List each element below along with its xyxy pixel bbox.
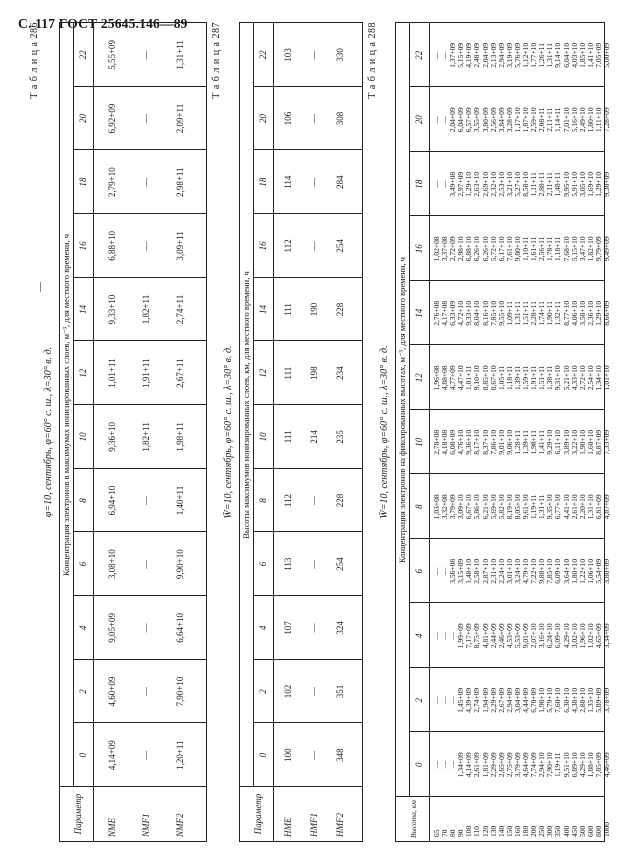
t287-cell: — <box>309 687 319 697</box>
table-288-label: Т а б л и ц а 288 <box>367 22 378 99</box>
t286-cell: 9,05+09 <box>107 612 117 643</box>
t287-cell: 284 <box>335 175 345 189</box>
t287-hour-header: 18 <box>258 177 268 187</box>
t286-col-divider <box>73 404 207 405</box>
t286-hour-header: 6 <box>78 561 88 567</box>
t288-hour-header: 12 <box>414 373 424 383</box>
t287-cell: 111 <box>283 430 293 444</box>
t286-hour-header: 14 <box>78 305 88 315</box>
t286-cell: 6,92+09 <box>107 103 117 134</box>
t288-hour-header: 2 <box>414 698 424 703</box>
t288-hour-header: 14 <box>414 308 424 318</box>
t286-hour-header: 0 <box>78 752 88 758</box>
t287-hour-header: 14 <box>258 305 268 315</box>
t287-col-divider <box>253 468 363 469</box>
table-286-subcaption: Концентрация электронов в максимумах ионизированных слоев, м⁻³, для местного времени, ч <box>61 233 71 577</box>
t287-cell: — <box>309 750 319 760</box>
t287-cell: 111 <box>283 366 293 380</box>
t286-hour-header: 4 <box>78 625 88 631</box>
t288-data-column: — — — 1,99+09 7,17+09 8,75+09 4,81+09 2,44+09 2,46+09 4,53+09 5,53+09 9,01+09 2,07+10 3,16+10 6,24+10 6,09+10 4,29+10 3,02+10 1,96+10 1,02+10 4,65+09 3,34+09 <box>432 623 611 649</box>
t286-col-divider <box>73 531 207 532</box>
t287-hour-header: 6 <box>258 561 268 567</box>
t287-cell: 228 <box>335 493 345 508</box>
table-287-subcaption: Высоты максимумов ионизированных слоев, км, для местного времени, ч <box>241 271 251 539</box>
table-287-grid <box>239 22 363 842</box>
t287-hour-header: 8 <box>258 498 268 503</box>
t286-col-divider <box>73 340 207 341</box>
t287-row-label: HMF1 <box>309 813 319 837</box>
t287-hour-header: 2 <box>258 689 268 694</box>
t286-col-divider <box>73 86 207 87</box>
t286-cell: 1,20+11 <box>175 740 185 770</box>
t287-col-divider <box>253 213 363 214</box>
t286-cell: — <box>141 50 151 60</box>
t287-cell: — <box>309 241 319 251</box>
t286-cell: 2,98+11 <box>175 167 185 197</box>
t287-hour-header: 22 <box>258 50 268 60</box>
t286-cell: 1,31+11 <box>175 40 185 70</box>
t287-row-label: HME <box>283 817 293 837</box>
t288-data-column: 1,03+08 3,32+08 3,79+09 3,09+10 6,67+10 5,86+10 6,21+10 5,69+10 5,82+10 8,19+10 8,05+10 9,61+10 1,19+11 1,31+11 9,35+10 6,77+10 4,41+10 2,61+10 2,20+10 1,31+10 6,81+09 4,87+09 <box>432 494 611 520</box>
t286-col-divider <box>73 468 207 469</box>
table-288-altitude-header: Высота, км <box>409 800 418 838</box>
page-mark: — <box>35 282 46 292</box>
t286-cell: 4,14+09 <box>107 740 117 771</box>
t287-cell: — <box>309 496 319 506</box>
t287-cell: — <box>309 114 319 124</box>
table-287-label: Т а б л и ц а 287 <box>211 22 222 99</box>
t286-cell: 6,88+10 <box>107 230 117 261</box>
t288-hour-header: 0 <box>414 762 424 767</box>
t287-cell: 113 <box>283 557 293 571</box>
table-287-caption: W̄=10, сентябрь, φ=60° с. ш., λ=30° в. д. <box>223 345 234 519</box>
t287-cell: 112 <box>283 493 293 508</box>
t286-cell: 1,91+11 <box>141 358 151 388</box>
t286-cell: 9,90+10 <box>175 549 185 580</box>
t287-cell: 235 <box>335 430 345 444</box>
t287-cell: — <box>309 50 319 60</box>
t288-hour-header: 8 <box>414 504 424 509</box>
t286-cell: 9,33+10 <box>107 294 117 325</box>
t286-hour-header: 2 <box>78 689 88 694</box>
t286-cell: 2,74+11 <box>175 294 185 325</box>
t286-row-label: NMF1 <box>141 813 151 837</box>
t286-col-divider <box>73 722 207 723</box>
t287-col-divider <box>253 404 363 405</box>
t287-cell: 103 <box>283 48 293 62</box>
t288-data-column: — — — 1,34+09 4,14+09 2,61+09 1,81+09 2,29+09 2,65+09 2,75+09 3,79+09 4,64+09 7,74+09 2,94+10 7,90+10 1,19+11 9,51+10 6,89+10 4,29+10 1,88+10 7,85+09 4,46+09 <box>432 752 611 778</box>
t286-cell: 2,67+11 <box>175 358 185 388</box>
t288-data-column: — — — 1,45+09 4,39+09 2,74+09 1,94+09 2,29+09 2,67+09 2,94+09 3,04+09 4,44+09 6,70+09 1,98+10 5,79+10 7,60+10 6,30+10 4,38+10 2,88+10 1,35+10 5,89+09 3,78+09 <box>432 687 611 713</box>
t286-col-divider <box>73 659 207 660</box>
t288-data-column: — — 1,37+09 5,15+09 4,19+09 2,48+09 2,04+09 2,13+09 2,94+09 3,19+09 5,76+09 1,12+10 1,77+10 1,26+11 1,31+11 9,14+10 6,04+10 4,03+10 1,85+10 1,41+10 7,05+09 5,00+09 <box>432 42 611 68</box>
t286-cell: 1,98+11 <box>175 422 185 452</box>
t288-hour-header: 4 <box>414 633 424 638</box>
t287-cell: — <box>309 559 319 569</box>
t287-col-divider <box>253 277 363 278</box>
t286-cell: 6,94+10 <box>107 485 117 516</box>
t286-cell: 3,09+11 <box>175 231 185 261</box>
t287-cell: 102 <box>283 684 293 699</box>
t287-cell: 351 <box>335 684 345 699</box>
table-287-param-header: Параметр <box>253 793 263 835</box>
t287-col-divider <box>253 86 363 87</box>
t287-hour-header: 12 <box>258 368 268 378</box>
t286-cell: — <box>141 241 151 251</box>
t286-cell: 1,40+11 <box>175 485 185 516</box>
t287-hour-header: 10 <box>258 432 268 442</box>
table-286-caption: φ=10, сентябрь, φ=60° с. ш., λ=30° в. д. <box>43 346 54 518</box>
t287-cell: 330 <box>335 48 345 62</box>
t286-col-divider <box>73 277 207 278</box>
t286-hour-header: 16 <box>78 241 88 251</box>
t287-cell: 111 <box>283 303 293 316</box>
t286-row-label: NMF2 <box>175 813 185 837</box>
t288-hour-header: 18 <box>414 179 424 189</box>
t286-cell: 3,08+10 <box>107 549 117 580</box>
t287-cell: 308 <box>335 111 345 126</box>
page-header: С. 117 ГОСТ 25645.146—89 <box>18 16 188 31</box>
t286-cell: — <box>141 177 151 187</box>
t286-col-divider <box>73 213 207 214</box>
t288-data-column: 1,96+08 4,88+08 4,77+09 4,47+10 1,01+11 9,10+10 8,85+10 8,67+10 1,05+11 1,18+11 1,39+11 1,59+11 1,91+11 1,51+11 1,38+11 9,31+10 5,21+10 4,33+10 2,72+10 2,54+10 1,34+10 1,01+10 <box>432 365 611 391</box>
t288-data-column: — — 3,49+08 2,97+09 1,29+10 2,63+10 2,69+10 2,32+10 2,53+10 3,21+10 5,27+10 8,58+10 1,11+11 2,88+11 2,11+11 1,48+11 9,95+10 5,91+10 3,05+10 1,69+10 1,29+10 9,38+09 <box>432 171 611 197</box>
t286-cell: — <box>141 750 151 760</box>
t286-cell: 1,01+11 <box>107 358 117 388</box>
t287-cell: 214 <box>309 430 319 444</box>
t288-data-column: 2,76+08 4,17+08 6,33+09 4,72+10 9,33+10 8,04+10 8,16+10 7,85+10 9,55+10 1,09+11 1,31+11 1,51+11 2,28+11 1,74+11 1,90+11 1,32+11 8,77+10 4,06+10 3,58+10 2,36+10 1,29+10 8,66+09 <box>432 300 611 326</box>
t288-data-column: 1,02+08 3,37+08 2,72+09 2,98+10 6,88+10 6,26+10 6,26+10 5,72+10 6,17+10 7,61+10 9,80+10 1,10+11 1,61+11 2,56+11 1,78+11 1,18+11 7,68+10 5,15+10 3,47+10 1,82+10 9,79+09 9,49+09 <box>432 236 611 262</box>
t287-cell: 348 <box>335 748 345 762</box>
t288-data-column: — — 3,56+08 3,15+09 1,48+10 2,58+10 2,87+10 2,31+10 2,24+10 3,01+10 3,24+10 4,79+10 7,22+10 9,88+10 7,85+10 6,09+10 3,64+10 1,80+10 1,22+10 1,06+10 5,54+09 3,80+09 <box>432 558 611 584</box>
t286-hour-header: 22 <box>78 50 88 60</box>
t288-data-column: — — 2,04+09 6,04+09 6,57+09 3,55+09 3,80+09 2,56+09 3,84+09 3,28+09 1,17+10 1,87+10 2,59+10 2,08+11 2,11+11 1,14+11 7,01+10 5,16+10 2,49+10 1,80+10 1,11+10 7,28+09 <box>432 107 611 133</box>
t287-hour-header: 16 <box>258 241 268 251</box>
t288-data-column: 2,78+08 4,18+08 6,08+09 4,76+10 9,36+10 8,17+10 8,37+10 7,86+10 9,01+10 9,06+10 1,28+11 1,39+11 1,98+11 1,41+11 9,29+10 6,11+10 3,89+10 3,22+10 1,90+10 1,60+10 8,87+09 7,33+09 <box>432 429 611 455</box>
t286-hour-header: 8 <box>78 498 88 503</box>
t287-cell: — <box>309 177 319 187</box>
t287-cell: 228 <box>335 302 345 317</box>
t288-hour-header: 6 <box>414 569 424 574</box>
t286-cell: — <box>141 623 151 633</box>
t287-cell: 114 <box>283 175 293 189</box>
t287-hour-header: 4 <box>258 625 268 631</box>
t286-cell: 1,82+11 <box>141 294 151 325</box>
t286-cell: 6,64+10 <box>175 612 185 643</box>
t286-cell: 2,09+11 <box>175 103 185 134</box>
t287-cell: 254 <box>335 239 345 253</box>
rotated-page-content <box>27 22 611 842</box>
t287-col-divider <box>253 659 363 660</box>
table-288-subcaption: Концентрация электронов на фиксированных высотах, м⁻³, для местного времени, ч <box>397 257 407 563</box>
t286-hour-header: 10 <box>78 432 88 442</box>
t286-cell: — <box>141 559 151 569</box>
t286-cell: — <box>141 496 151 506</box>
t287-hour-header: 20 <box>258 114 268 124</box>
table-288-grid <box>395 22 611 842</box>
t286-cell: 7,90+10 <box>175 676 185 707</box>
t287-col-divider <box>253 149 363 150</box>
table-286-param-header: Параметр <box>73 793 83 835</box>
t287-col-divider <box>253 722 363 723</box>
t287-row-label: HMF2 <box>335 813 345 837</box>
t288-hour-header: 16 <box>414 244 424 254</box>
t286-hour-header: 12 <box>78 368 88 378</box>
t287-cell: 100 <box>283 748 293 762</box>
table-286-label: Т а б л и ц а 286 <box>29 22 40 99</box>
t287-cell: 234 <box>335 366 345 380</box>
t287-col-divider <box>253 595 363 596</box>
t286-cell: 9,36+10 <box>107 421 117 452</box>
table-288-caption: W̄=10, сентябрь, φ=60° с. ш., λ=30° в. д. <box>379 345 390 519</box>
t287-col-divider <box>253 340 363 341</box>
t287-cell: 107 <box>283 621 293 635</box>
t287-cell: 254 <box>335 557 345 571</box>
t288-hour-header: 22 <box>414 50 424 60</box>
table-286-grid <box>59 22 207 842</box>
t287-cell: 198 <box>309 366 319 380</box>
t286-cell: — <box>141 114 151 124</box>
table-288-altitudes: 65 70 80 90 100 110 120 130 140 150 160 180 200 250 300 350 400 450 500 600 800 1000 <box>432 822 611 837</box>
t288-hour-header: 10 <box>414 437 424 447</box>
t286-cell: 4,60+09 <box>107 676 117 707</box>
t286-cell: 2,79+10 <box>107 167 117 198</box>
t287-cell: — <box>309 623 319 633</box>
t287-cell: 106 <box>283 111 293 126</box>
t286-row-label: NME <box>107 818 117 837</box>
t286-cell: — <box>141 687 151 697</box>
t287-hour-header: 0 <box>258 752 268 758</box>
t288-hour-header: 20 <box>414 115 424 125</box>
t286-col-divider <box>73 595 207 596</box>
t286-cell: 1,82+11 <box>141 422 151 452</box>
t287-cell: 190 <box>309 302 319 317</box>
t287-col-divider <box>253 531 363 532</box>
t287-cell: 324 <box>335 621 345 635</box>
t286-hour-header: 18 <box>78 177 88 187</box>
t287-cell: 112 <box>283 239 293 253</box>
t286-cell: 5,55+09 <box>107 39 117 70</box>
t286-hour-header: 20 <box>78 114 88 124</box>
t286-col-divider <box>73 149 207 150</box>
